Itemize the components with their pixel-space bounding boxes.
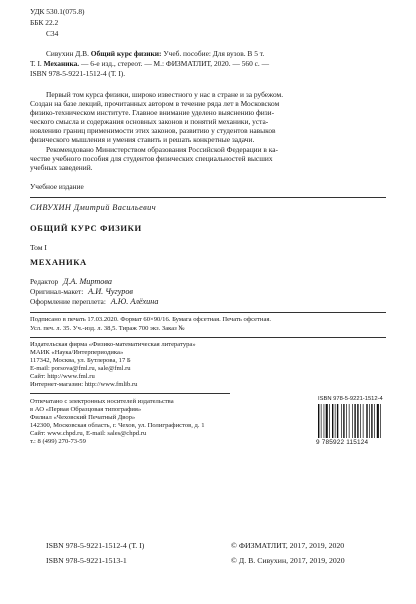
printer-line: Отпечатано с электронных носителей издательства (30, 398, 174, 405)
credit-role: Оформление переплета: (30, 297, 106, 306)
barcode-bar (343, 404, 344, 438)
citation-line-1 (46, 49, 264, 58)
isbn-barcode (316, 404, 388, 438)
credit-layout (30, 287, 133, 296)
credit-editor (30, 277, 112, 286)
copyright-author: © Д. В. Сивухин, 2017, 2019, 2020 (231, 556, 345, 565)
udk-code: УДК 530.1(075.8) (30, 7, 85, 16)
volume-number: Том I (30, 243, 47, 252)
credit-role: Редактор (30, 277, 59, 286)
abstract-line: Рекомендовано Министерством образования Российской Федерации в ка- (46, 145, 278, 154)
citation-publication: — 6-е изд., стереот. — М.: ФИЗМАТЛИТ, 2020. — 560 с. — (81, 59, 269, 68)
barcode-bar (366, 404, 367, 438)
abstract-paragraph-1 (30, 90, 283, 144)
barcode-bar (374, 404, 375, 438)
credit-name: А.Ю. Алёхина (110, 297, 159, 306)
abstract-line: честве учебного пособия для студентов физических специальностей высших (30, 154, 273, 163)
book-title: ОБЩИЙ КУРС ФИЗИКИ (30, 223, 142, 233)
barcode-bar (377, 404, 379, 438)
citation-isbn: ISBN 978-5-9221-1512-4 (Т. I). (30, 69, 126, 78)
barcode-bar (380, 404, 381, 438)
barcode-bar (326, 404, 328, 438)
credit-name: А.И. Чугуров (88, 287, 133, 296)
barcode-bar (321, 404, 322, 438)
abstract-line: Первый том курса физики, широко известного у нас в стране и за рубежом. (46, 90, 284, 99)
barcode-bar (346, 404, 347, 438)
barcode-bar (335, 404, 336, 438)
barcode-bar (341, 404, 342, 438)
author-mark: С34 (46, 29, 59, 38)
publisher-site: Сайт: http://www.fml.ru (30, 373, 95, 380)
author-full-name: СИВУХИН Дмитрий Васильевич (30, 203, 157, 212)
barcode-bar (357, 404, 358, 438)
bbk-code: ББК 22.2 (30, 18, 59, 27)
edition-type: Учебное издание (30, 182, 84, 191)
printer-site: Сайт: www.chpd.ru, E-mail: sales@chpd.ru (30, 430, 147, 437)
copyright-publisher: © ФИЗМАТЛИТ, 2017, 2019, 2020 (231, 541, 345, 550)
volume-title: МЕХАНИКА (30, 257, 87, 267)
barcode-digits: 9 785922 115124 (316, 439, 369, 446)
publisher-email: E-mail: porsova@fml.ru, sale@fml.ru (30, 365, 131, 372)
publisher-line: МАИК «Наука/Интерпериодика» (30, 349, 124, 356)
barcode-bar (369, 404, 370, 438)
printer-line: Филиал «Чеховский Печатный Двор» (30, 414, 136, 421)
publisher-shop: Интернет-магазин: http://www.fmlib.ru (30, 381, 138, 388)
credit-cover (30, 297, 158, 306)
abstract-line: Создан на базе лекций, прочитанных автором в течение ряда лет в Московском (30, 99, 280, 108)
divider (30, 337, 386, 338)
barcode-bar (332, 404, 333, 438)
barcode-bar (324, 404, 325, 438)
barcode-bar (318, 404, 319, 438)
barcode-bar (363, 404, 364, 438)
citation-title: Общий курс физики: (90, 49, 162, 58)
printer-line: в АО «Первая Образцовая типография» (30, 406, 142, 413)
abstract-line: ческого смысла и содержания основных законов и понятий механики, уста- (30, 117, 269, 126)
barcode-bar (352, 404, 353, 438)
barcode-isbn-label: ISBN 978-5-9221-1512-4 (318, 396, 383, 402)
printer-phone: т.: 8 (499) 270-73-59 (30, 438, 86, 445)
isbn-volume: ISBN 978-5-9221-1512-4 (Т. I) (46, 541, 145, 550)
publisher-line: 117342, Москва, ул. Бутлерова, 17 Б (30, 357, 131, 364)
abstract-paragraph-2 (30, 145, 278, 172)
citation-line-2 (30, 59, 269, 68)
citation-rest: Учеб. пособие: Для вузов. В 5 т. (163, 49, 265, 58)
print-info-line: Подписано в печать 17.03.2020. Формат 60×90/16. Бумага офсетная. Печать офсетная. (30, 316, 272, 323)
barcode-bar (329, 404, 330, 438)
divider (30, 312, 386, 313)
barcode-bar (337, 404, 338, 438)
abstract-line: физического мышления и умения ставить и решать конкретные задачи. (30, 135, 255, 144)
abstract-line: учебных заведений. (30, 163, 93, 172)
barcode-bar (354, 404, 355, 438)
barcode-bar (349, 404, 350, 438)
citation-volume: Т. I. (30, 59, 42, 68)
credit-role: Оригинал-макет: (30, 287, 84, 296)
barcode-bar (371, 404, 372, 438)
divider (30, 197, 386, 198)
isbn-set: ISBN 978-5-9221-1513-1 (46, 556, 127, 565)
abstract-line: физико-техническом институте. Главное внимание уделено выяснению физи- (30, 108, 275, 117)
credit-name: Д.А. Миртова (63, 277, 112, 286)
citation-author: Сивухин Д.В. (46, 49, 89, 58)
print-info-line: Усл. печ. л. 35. Уч.-изд. л. 38,5. Тираж 700 экз. Заказ № (30, 325, 185, 332)
barcode-bar (360, 404, 361, 438)
citation-volume-title: Механика. (43, 59, 80, 68)
abstract-line: новлению границ применимости этих законов, развитию у студентов навыков (30, 126, 276, 135)
printer-line: 142300, Московская область, г. Чехов, ул. Полиграфистов, д. 1 (30, 422, 205, 429)
publisher-line: Издательская фирма «Физико-математическая литература» (30, 341, 196, 348)
divider (30, 393, 230, 394)
